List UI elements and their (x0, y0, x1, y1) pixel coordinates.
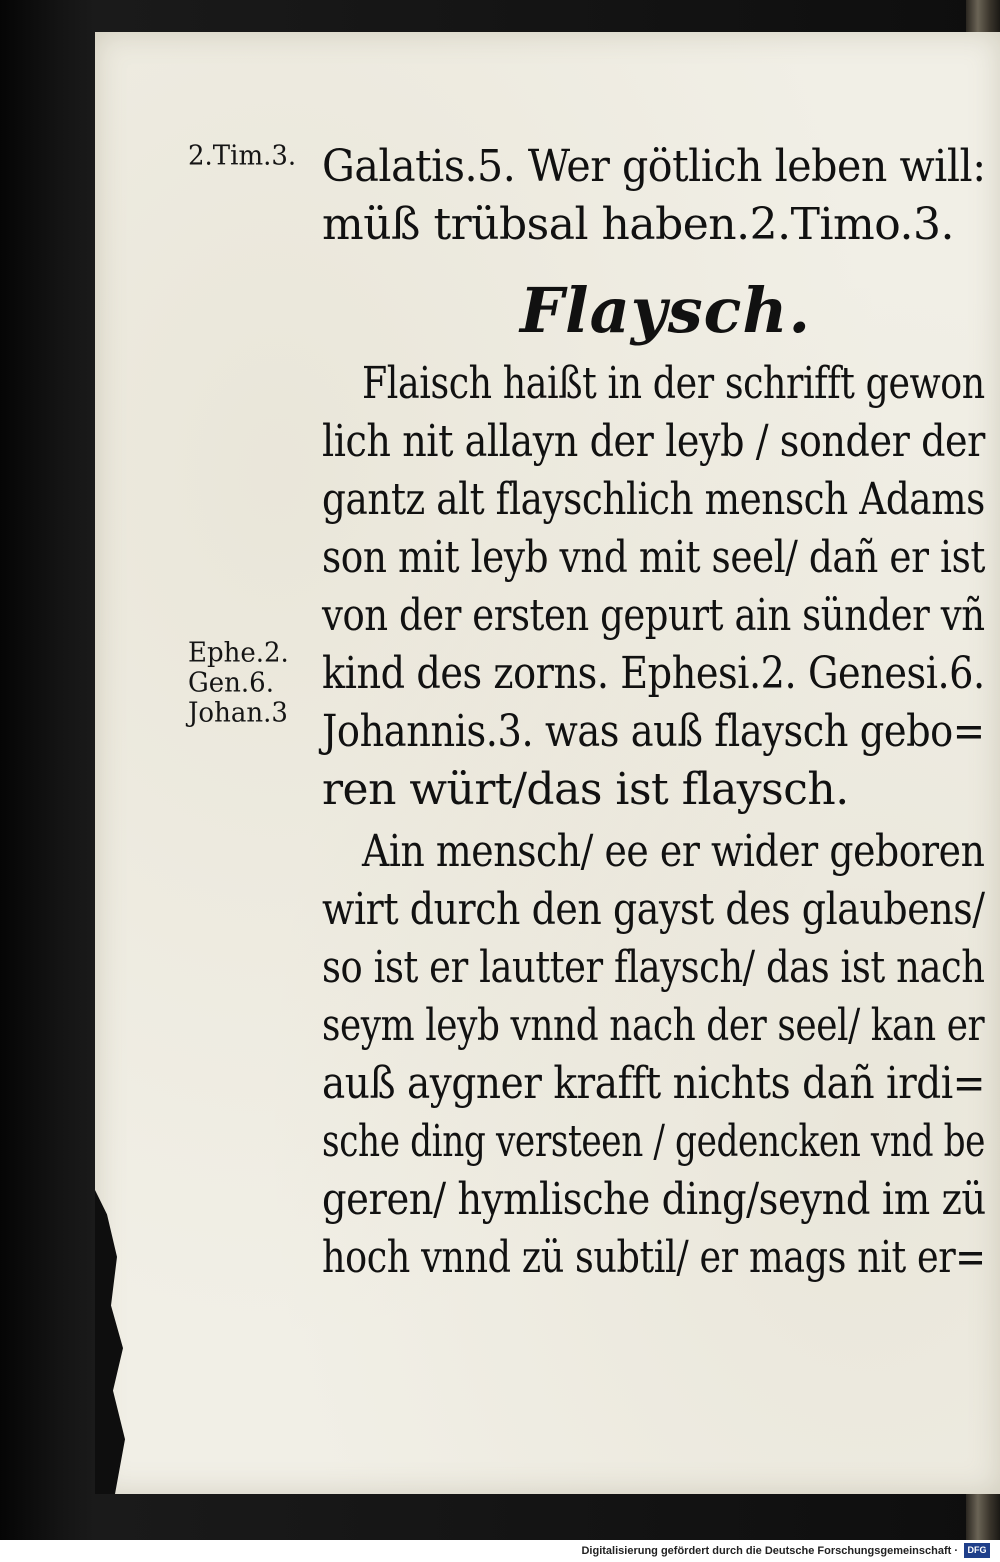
text-line: Galatis.5. Wer götlich leben will: (322, 141, 986, 192)
text-line: Ain mensch/ ee er wider geboren (362, 826, 985, 877)
text-line: Flaisch haißt in der schrifft gewon (362, 358, 985, 409)
dfg-logo-icon: DFG (964, 1543, 990, 1558)
text-line: hoch vnnd zü subtil/ er mags nit er= (322, 1232, 986, 1283)
text-line: gantz alt flayschlich mensch Adams (322, 474, 985, 525)
text-line: ren würt/das ist flaysch. (322, 764, 849, 815)
margin-note-tim: 2.Tim.3. (188, 140, 297, 172)
text-line: sche ding versteen / gedencken vnd be (322, 1116, 986, 1167)
funding-credit: Digitalisierung gefördert durch die Deutsche Forschungsgemeinschaft · (581, 1545, 958, 1557)
text-line: auß aygner krafft nichts dañ irdi= (322, 1058, 986, 1109)
text-line: geren/ hymlische ding/seynd im zü (322, 1174, 986, 1225)
text-line: Johannis.3. was auß flaysch gebo= (322, 706, 985, 757)
margin-note-ephe: Ephe.2. (188, 637, 289, 669)
margin-note-johan: Johan.3 (188, 697, 288, 729)
text-line: so ist er lautter flaysch/ das ist nach (322, 942, 985, 993)
text-line: seym leyb vnnd nach der seel/ kan er (322, 1000, 985, 1051)
text-line: son mit leyb vnd mit seel/ dañ er ist (322, 532, 985, 583)
text-line: lich nit allayn der leyb / sonder der (322, 416, 985, 467)
text-line: wirt durch den gayst des glaubens/ (322, 884, 985, 935)
section-heading: Flaysch. (520, 274, 812, 347)
text-line: von der ersten gepurt ain sünder vñ (322, 590, 985, 641)
text-line: müß trübsal haben.2.Timo.3. (322, 199, 954, 250)
text-line: kind des zorns. Ephesi.2. Genesi.6. (322, 648, 985, 699)
margin-note-gen: Gen.6. (188, 667, 274, 699)
